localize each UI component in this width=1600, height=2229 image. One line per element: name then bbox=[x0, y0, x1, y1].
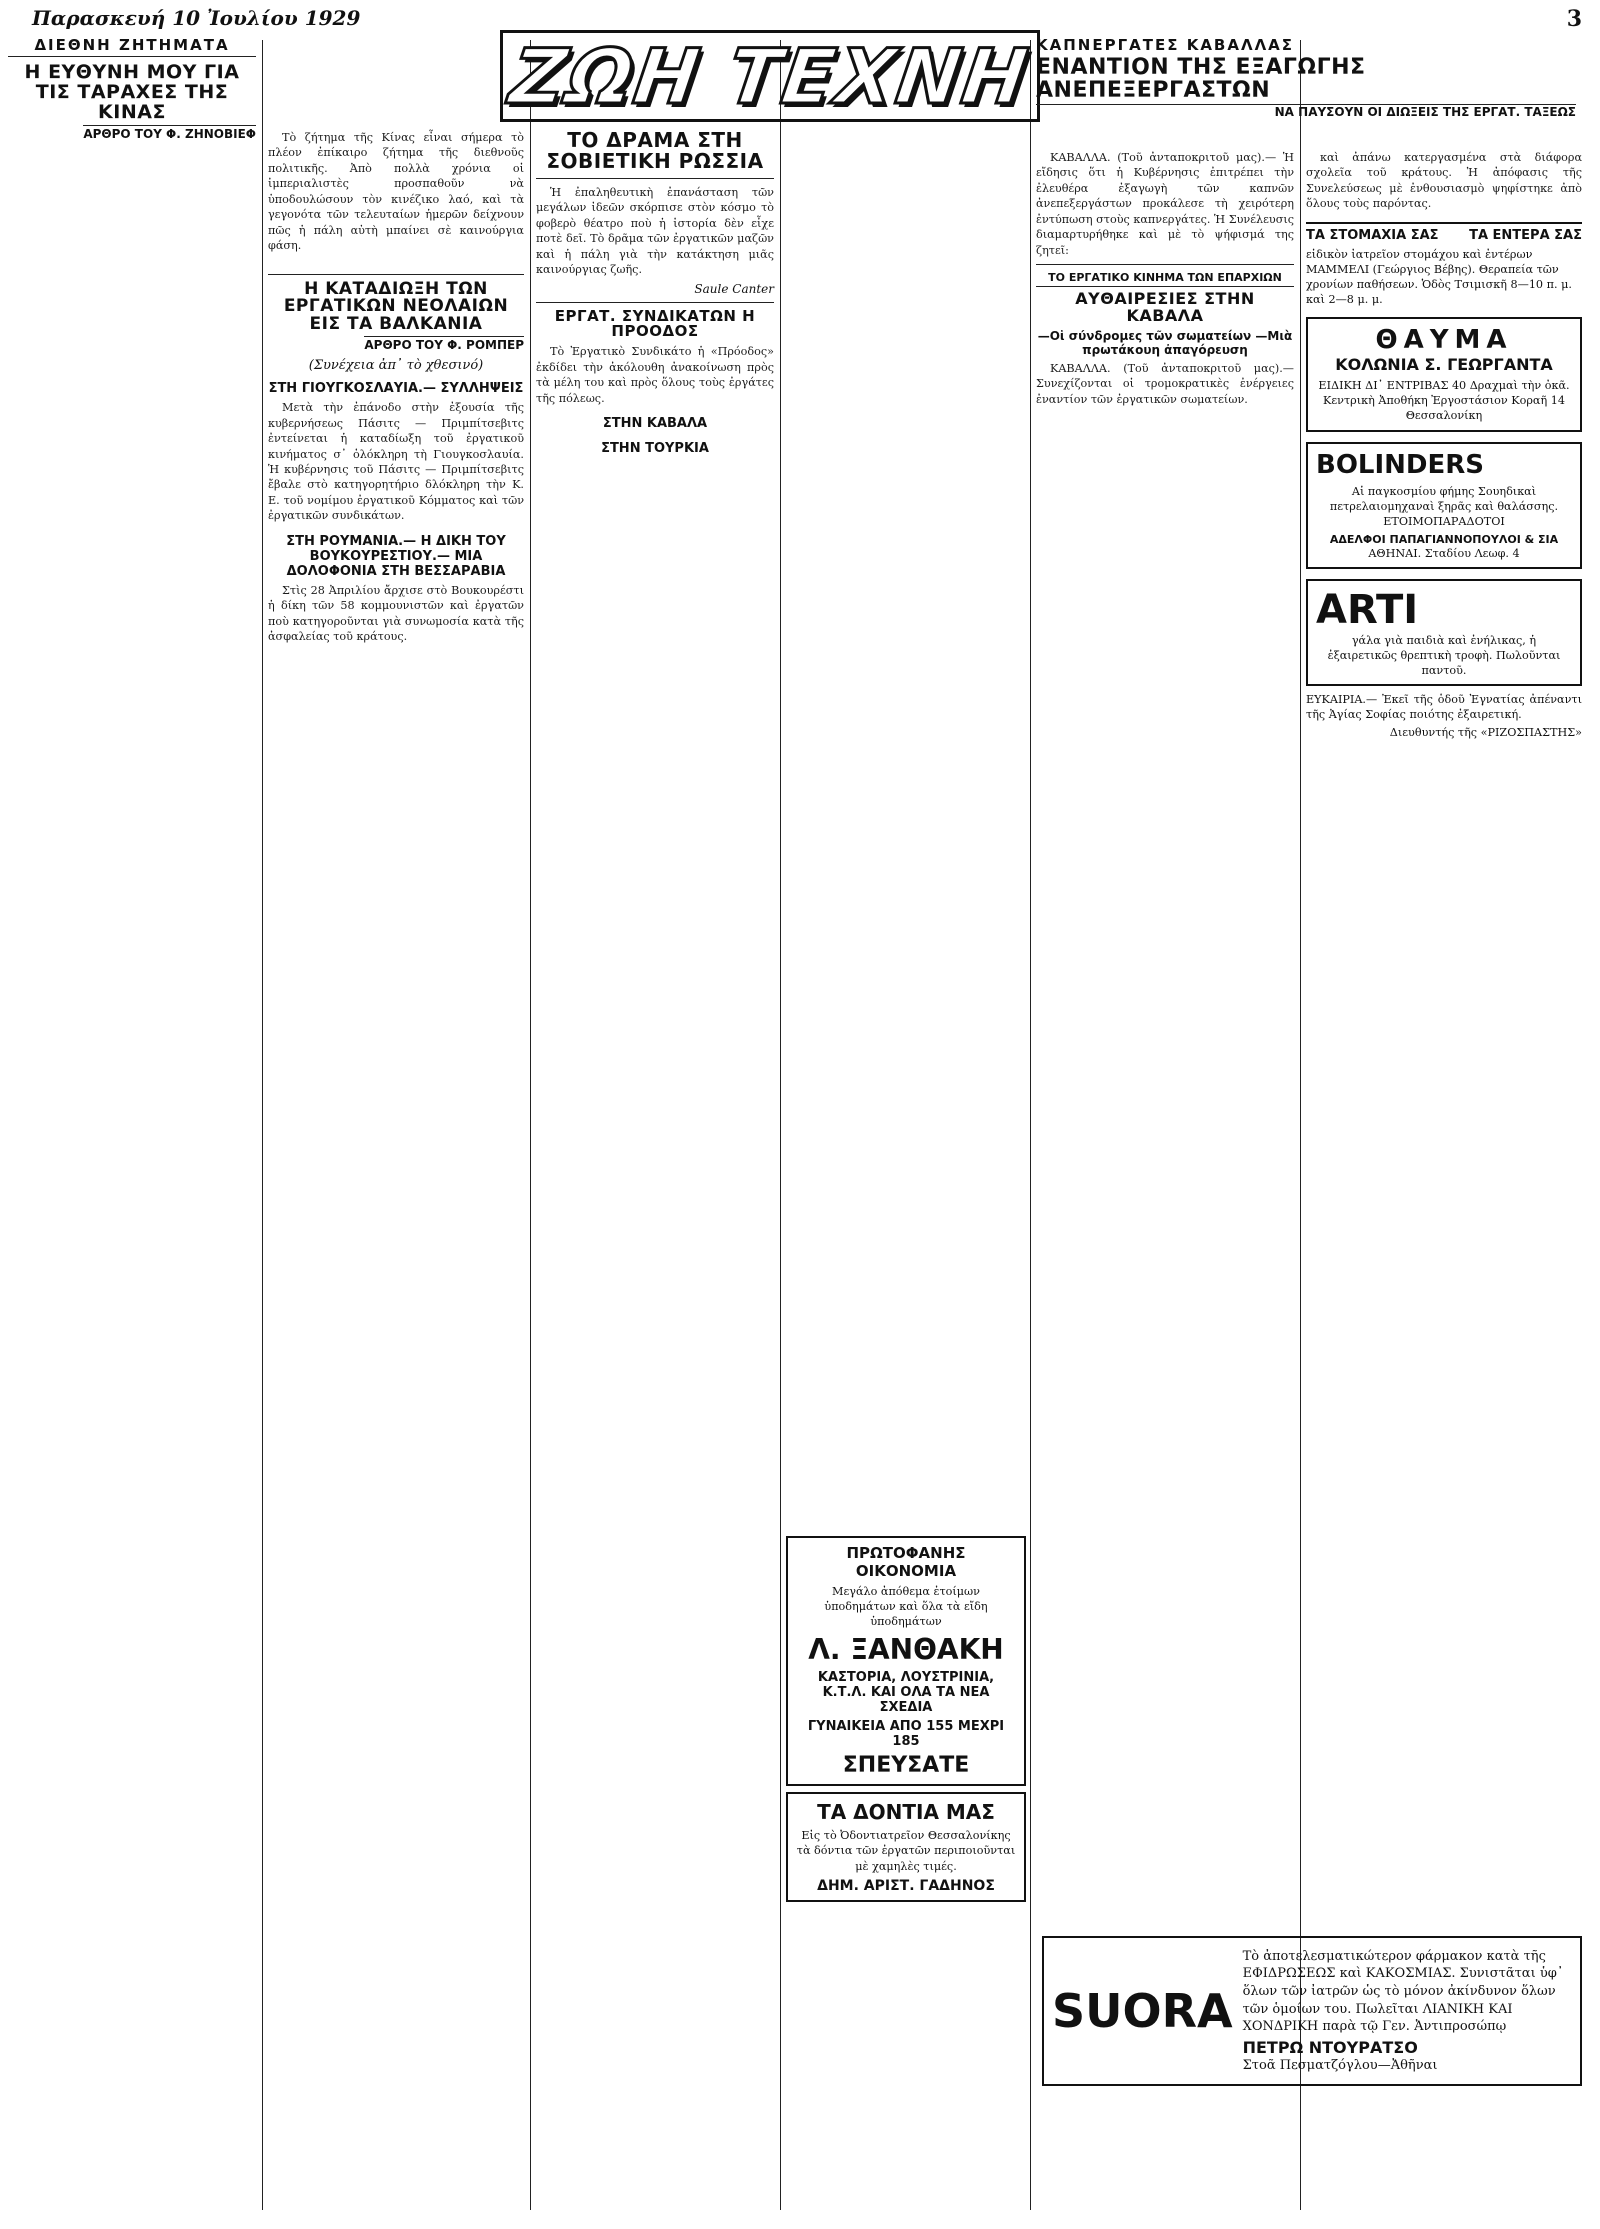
subhead: ΣΤΗΝ ΤΟΥΡΚΙΑ bbox=[601, 441, 709, 457]
ad-name: ΔΗΜ. ΑΡΙΣΤ. ΓΑΔΗΝΟΣ bbox=[817, 1877, 995, 1894]
paragraph: ΚΑΒΑΛΛΑ. (Τοῦ ἀνταποκριτοῦ μας).— Συνεχίζονται οἱ τρομοκρατικὲς ἐνέργειες ἐναντίον τῶν ἐργατικῶν σωματείων. bbox=[1036, 361, 1294, 406]
continuation-note: (Συνέχεια ἀπ᾽ τὸ χθεσινό) bbox=[308, 358, 484, 374]
column-4-body bbox=[1036, 150, 1294, 410]
column-2 bbox=[268, 130, 524, 648]
ad-content bbox=[1243, 1948, 1572, 2074]
article-body bbox=[536, 344, 774, 406]
article-body bbox=[268, 583, 524, 645]
column-3 bbox=[536, 130, 774, 456]
ad-address: Στοᾶ Πεσματζόγλου—Ἀθῆναι bbox=[1242, 2057, 1438, 2073]
ad-price: ΓΥΝΑΙΚΕΙΑ ΑΠΟ 155 ΜΕΧΡΙ 185 bbox=[807, 1719, 1005, 1750]
column-divider bbox=[530, 40, 531, 2210]
article-headline: Η ΚΑΤΑΔΙΩΞΗ ΤΩΝ ΕΡΓΑΤΙΚΩΝ ΝΕΟΛΑΙΩΝ ΕΙΣ ΤΑ ΒΑΛΚΑΝΙΑ bbox=[283, 278, 509, 335]
ad-title: ΠΡΩΤΟΦΑΝΗΣ ΟΙΚΟΝΟΜΙΑ bbox=[846, 1544, 966, 1580]
ad-brand: ARTI bbox=[1316, 587, 1419, 634]
article-body bbox=[268, 130, 524, 254]
paragraph: Τὸ ζήτημα τῆς Κίνας εἶναι σήμερα τὸ πλέον ἐπίκαιρο ζήτημα τῆς διεθνοῦς πολιτικῆς. Ἀπὸ πολλὰ χρόνια οἱ ἰμπεριαλιστὲς προσπαθοῦν νὰ ὑποδουλώσουν τὸν κινέζικο λαό, καὶ τὰ γεγονότα τῶν τελευταίων ἡμερῶν δείχνουν πῶς ἡ πάλη αὐτὴ μπαίνει σὲ καινούργια φάση. bbox=[268, 131, 524, 253]
article-body bbox=[268, 400, 524, 524]
subhead: ΣΤΗ ΡΟΥΜΑΝΙΑ.— Η ΔΙΚΗ ΤΟΥ ΒΟΥΚΟΥΡΕΣΤΙΟΥ.— ΜΙΑ ΔΟΛΟΦΟΝΙΑ ΣΤΗ ΒΕΣΣΑΡΑΒΙΑ bbox=[286, 533, 506, 579]
ad-title: ΘΑΥΜΑ bbox=[1375, 325, 1513, 356]
column-divider bbox=[780, 40, 781, 2210]
paragraph: Στὶς 28 Ἀπριλίου ἄρχισε στὸ Βουκουρέστι ἡ δίκη τῶν 58 κομμουνιστῶν καὶ ἐργατῶν ποὺ κατηγοροῦνται γιὰ συνωμοσία κατὰ τῆς ἀσφαλείας τοῦ κράτους. bbox=[268, 583, 524, 644]
masthead-logo: ΖΩΗ ΤΕΧΝΗ bbox=[505, 31, 1035, 121]
section-label: ΚΑΠΝΕΡΓΑΤΕΣ ΚΑΒΑΛΛΑΣ bbox=[1036, 36, 1295, 54]
article-body bbox=[536, 185, 774, 278]
ad-box bbox=[786, 1536, 1026, 1786]
suora-advertisement bbox=[1042, 1936, 1582, 2086]
ad-agent: ΠΕΤΡΩ ΝΤΟΥΡΑΤΣΟ bbox=[1242, 2037, 1418, 2057]
ad-company: ΑΔΕΛΦΟΙ ΠΑΠΑΓΙΑΝΝΟΠΟΥΛΟΙ & ΣΙΑ bbox=[1329, 532, 1559, 546]
divider bbox=[536, 178, 774, 179]
byline-text: ΑΡΘΡΟ ΤΟΥ Φ. ΖΗΝΟΒΙΕΦ bbox=[83, 126, 256, 141]
article-body bbox=[1306, 150, 1582, 212]
article-signature: Saule Canter bbox=[694, 281, 774, 296]
ad-title-right: ΤΑ ΕΝΤΕΡΑ ΣΑΣ bbox=[1469, 227, 1582, 243]
page-header bbox=[22, 6, 1582, 32]
ad-title-left: ΤΑ ΣΤΟΜΑΧΙΑ ΣΑΣ bbox=[1306, 227, 1439, 243]
arti-advertisement bbox=[1306, 579, 1582, 686]
paragraph: καὶ ἀπάνω κατεργασμένα στὰ διάφορα σχολεῖα τοῦ κράτους. Ἡ ἀπόφασις τῆς Συνελεύσεως μὲ ἐνθουσιασμὸ ψηφίστηκε ἀπὸ ὅλους τοὺς παρόντας. bbox=[1306, 151, 1582, 211]
paragraph: ΚΑΒΑΛΛΑ. (Τοῦ ἀνταποκριτοῦ μας).— Ἡ εἴδησις ὅτι ἡ Κυβέρνησις ἐπιτρέπει τὴν ἐλευθέρα ἐξαγωγὴ τῶν καπνῶν ἀνεπεξεργάστων προκάλεσε τὴ χειρότερη ἐντύπωση στοὺς καπνεργάτες. Ἡ Συνέλευσις διαμαρτυρήθηκε καὶ μὲ τὸ ψήφισμά της ζητεῖ: bbox=[1036, 151, 1294, 257]
ad-title: ΤΑ ΔΟΝΤΙΑ ΜΑΣ bbox=[817, 1800, 995, 1825]
column-1 bbox=[8, 36, 256, 141]
column-divider bbox=[1300, 40, 1301, 2210]
article-headline: ΕΝΑΝΤΙΟΝ ΤΗΣ ΕΞΑΓΩΓΗΣ ΑΝΕΠΕΞΕΡΓΑΣΤΩΝ bbox=[1036, 55, 1366, 104]
page-number: 3 bbox=[1566, 6, 1582, 32]
bolinders-advertisement bbox=[1306, 442, 1582, 569]
ad-call-to-action: ΣΠΕΥΣΑΤΕ bbox=[842, 1753, 970, 1779]
issue-date: Παρασκευή 10 Ἰουλίου 1929 bbox=[32, 6, 361, 30]
ad-text: γάλα γιὰ παιδιὰ καὶ ἐνήλικας, ἡ ἐξαιρετικῶς θρεπτικὴ τροφὴ. Πωλοῦνται παντοῦ. bbox=[1327, 634, 1561, 678]
ad-brand: Λ. ΞΑΝΘΑΚΗ bbox=[808, 1633, 1004, 1667]
divider bbox=[268, 274, 524, 275]
divider bbox=[536, 302, 774, 303]
ad-text: Εἰς τὸ Ὀδοντιατρεῖον Θεσσαλονίκης τὰ δόντια τῶν ἐργατῶν περιποιοῦνται μὲ χαμηλὲς τιμές. bbox=[796, 1829, 1016, 1873]
article-headline: ΤΟ ΔΡΑΜΑ ΣΤΗ ΣΟΒΙΕΤΙΚΗ ΡΩΣΣΙΑ bbox=[546, 128, 764, 173]
ad-products: ΚΑΣΤΟΡΙΑ, ΛΟΥΣΤΡΙΝΙΑ, Κ.Τ.Λ. ΚΑΙ ΟΛΑ ΤΑ ΝΕΑ ΣΧΕΔΙΑ bbox=[817, 1670, 995, 1716]
column-divider bbox=[1030, 40, 1031, 2210]
ad-box bbox=[786, 1792, 1026, 1901]
subhead: ΣΤΗΝ ΚΑΒΑΛΑ bbox=[602, 416, 708, 432]
ad-text: Αἱ παγκοσμίου φήμης Σουηδικαὶ πετρελαιομηχαναὶ ξηρᾶς καὶ θαλάσσης. ΕΤΟΙΜΟΠΑΡΑΔΟΤΟΙ bbox=[1329, 484, 1559, 528]
ad-header-row bbox=[1306, 228, 1582, 243]
masthead bbox=[500, 30, 1040, 122]
column-divider bbox=[262, 40, 263, 2210]
shoe-advertisement bbox=[786, 1530, 1026, 1902]
article-body bbox=[1036, 150, 1294, 258]
paragraph: Τὸ Ἐργατικὸ Συνδικάτο ἡ «Πρόοδος» ἐκδίδει τὴν ἀκόλουθη ἀνακοίνωση πρὸς τὰ μέλη του καὶ πρὸς ὅλους τοὺς ἐργάτες τῆς πόλεως. bbox=[536, 345, 774, 405]
stomach-advertisement bbox=[1306, 222, 1582, 307]
article-byline bbox=[268, 338, 524, 352]
column-5 bbox=[1306, 150, 1582, 740]
divider bbox=[1036, 264, 1294, 265]
ad-address: ΑΘΗΝΑΙ. Σταδίου Λεωφ. 4 bbox=[1368, 546, 1520, 560]
subhead: —Οἱ σύνδρομες τῶν σωματείων —Μιὰ πρωτάκουη ἀπαγόρευση bbox=[1037, 328, 1293, 357]
ad-brand: ΚΟΛΩΝΙΑ Σ. ΓΕΩΡΓΑΝΤΑ bbox=[1335, 355, 1553, 375]
byline-text: ΑΡΘΡΟ ΤΟΥ Φ. ΡΟΜΠΕΡ bbox=[364, 338, 524, 353]
article-headline: Η ΕΥΘΥΝΗ ΜΟΥ ΓΙΑ ΤΙΣ ΤΑΡΑΧΕΣ ΤΗΣ ΚΙΝΑΣ bbox=[24, 61, 240, 123]
article-byline bbox=[8, 127, 256, 141]
ad-text: Μεγάλο ἀπόθεμα ἐτοίμων ὑποδημάτων καὶ ὅλα τὰ εἴδη ὑποδημάτων bbox=[824, 1585, 988, 1629]
column-4 bbox=[1036, 36, 1576, 119]
article-headline: ΑΥΘΑΙΡΕΣΙΕΣ ΣΤΗΝ ΚΑΒΑΛΑ bbox=[1075, 289, 1255, 325]
ad-brand: BOLINDERS bbox=[1316, 449, 1485, 480]
notice-signature: Διευθυντής τῆς «ΡΙΖΟΣΠΑΣΤΗΣ» bbox=[1389, 725, 1582, 739]
section-label: ΔΙΕΘΝΗ ΖΗΤΗΜΑΤΑ bbox=[8, 36, 256, 57]
article-subhead: ΝΑ ΠΑΥΣΟΥΝ ΟΙ ΔΙΩΞΕΙΣ ΤΗΣ ΕΡΓΑΤ. ΤΑΞΕΩΣ bbox=[1036, 104, 1576, 119]
ad-text: ΕΙΔΙΚΗ ΔΙ᾽ ΕΝΤΡΙΒΑΣ 40 Δραχμαὶ τὴν ὀκᾶ. Κεντρικὴ Ἀποθήκη Ἐργοστάσιον Κοραῆ 14 Θεσσαλονίκη bbox=[1318, 379, 1570, 423]
notice-text: ΕΥΚΑΙΡΙΑ.— Ἐκεῖ τῆς ὁδοῦ Ἐγνατίας ἀπέναντι τῆς Ἀγίας Σοφίας ποιότης ἐξαιρετική. bbox=[1306, 693, 1582, 722]
article-headline: ΕΡΓΑΤ. ΣΥΝΔΙΚΑΤΩΝ Η ΠΡΟΟΔΟΣ bbox=[554, 306, 756, 341]
cologne-advertisement bbox=[1306, 317, 1582, 431]
paragraph: Ἡ ἐπαληθευτικὴ ἐπανάσταση τῶν μεγάλων ἰδεῶν σκόρπισε στὸν κόσμο τὸ φοβερὸ θέατρο ποὺ ἡ ἱστορία δὲν εἶχε ποτὲ δεῖ. Τὸ δρᾶμα τῶν ἐργατικῶν μαζῶν καὶ ἡ πάλη γιὰ τὴν κατάκτηση μιᾶς καινούργιας ζωῆς. bbox=[536, 186, 774, 277]
ad-text: Τὸ ἀποτελεσματικώτερον φάρμακον κατὰ τῆς ΕΦΙΔΡΩΣΕΩΣ καὶ ΚΑΚΟΣΜΙΑΣ. Συνιστᾶται ὑφ᾽ ὅλων τῶν ἰατρῶν ὡς τὸ μόνον ἀκίνδυνον ὅλων τῶν ὁμοίων του. Πωλεῖται ΛΙΑΝΙΚΗ ΚΑΙ ΧΟΝΔΡΙΚΗ παρὰ τῷ Γεν. Ἀντιπροσώπῳ bbox=[1242, 1948, 1564, 2035]
article-body bbox=[1036, 361, 1294, 407]
paragraph: Μετὰ τὴν ἐπάνοδο στὴν ἐξουσία τῆς κυβερνήσεως Πάσιτς — Πριμπίτσεβιτς ἐντείνεται ἡ καταδίωξη τοῦ ἐργατικοῦ κινήματος σ᾽ ὁλόκληρη τὴ Γιουγκοσλαυία. Ἡ κυβέρνησις τοῦ Πάσιτς — Πριμπίτσεβιτς ἔβαλε στὸ κατηγορητήριο δλόκληρη τὴν Κ. Ε. τοῦ νομίμου ἐργατικοῦ Κόμματος καὶ τῶν ἐργατικῶν συνδικάτων. bbox=[268, 401, 524, 523]
ad-text: εἰδικὸν ἰατρεῖον στομάχου καὶ ἐντέρων ΜΑΜΜΕΛΙ (Γεώργιος Βέβης). Θεραπεία τῶν χρονίων παθήσεων. Ὁδὸς Τσιμισκῆ 8—10 π. μ. καὶ 2—8 μ. μ. bbox=[1306, 247, 1572, 307]
ad-brand: SUORA bbox=[1052, 1984, 1233, 2038]
subhead: ΣΤΗ ΓΙΟΥΓΚΟΣΛΑΥΙΑ.— ΣΥΛΛΗΨΕΙΣ bbox=[268, 381, 524, 397]
section-label: ΤΟ ΕΡΓΑΤΙΚΟ ΚΙΝΗΜΑ ΤΩΝ ΕΠΑΡΧΙΩΝ bbox=[1036, 271, 1294, 287]
